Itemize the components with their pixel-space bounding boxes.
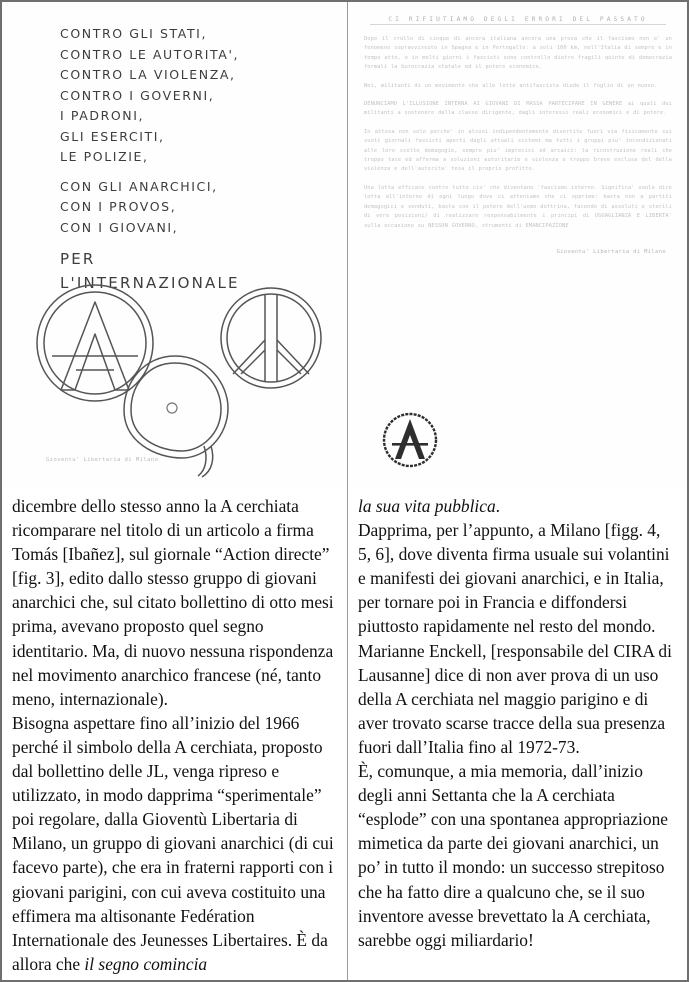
figures-band [2,2,687,490]
leaflet-paragraph: Una lotta efficace contro tutto cio' che diventano 'fascismo interno. Significa' vuole dire lotta all'interno di ogni luogo dove ci atteniamo che ci opprime: basta non a partiti demagogici e venduti, basta con il potere dell'uomo dottrina, facendo di assoluti e sterili di vere posizioni/ di realizzare responsabilmente i principi di UGUAGLIANZA E LIBERTA' sulla occasione su NESSUN GOVERNO, strumenti di EMANCIPAZIONE [364,184,672,229]
poster-spacer [60,238,332,247]
leaflet-paragraph: DENUNCIAMO L'ILLUSIONE INTERNA AI GIOVANI DI MASSA PARTECIPARE IN GENERE ai quali dei militanti a sostenere dalla classe dirigente, dagli interessi reali economici e di potere. [364,101,672,117]
poster-line: CON I PROVOS, [60,199,177,214]
poster-line: LE POLIZIE, [60,149,149,164]
paragraph-text: È, comunque, a mia memoria, dall’inizio degli anni Settanta che la A cerchiata “esplode” con una spontanea appropriazione mimetica da parte dei giovani anarchici, un po’ in tutto il mondo: un successo strepitoso che ha fatto dire a qualcuno che, se il suo inventore avesse brevettato la A cerchiata, sarebbe oggi miliardario! [358,761,668,950]
leaflet-text [364,16,672,255]
column-right [347,490,687,980]
leaflet-title-rule [370,24,666,25]
column-left [2,490,347,980]
poster-line: CONTRO LE AUTORITA', [60,46,240,62]
poster-lettering [60,24,332,295]
poster-line: PER [60,250,96,268]
paragraph [12,711,337,976]
poster-line: CONTRO GLI STATI, [60,26,208,41]
paragraph-text: Bisogna aspettare fino all’inizio del 1966 perché il simbolo della A cerchiata, proposto dal bollettino delle JL, venga ripreso e utilizzato, in modo dapprima “sperimentale” poi regolare, dalla Gioventù Libertaria di Milano, un gruppo di giovani anarchici (di cui facevo parte), che era in fraterni rapporti con i giovani parigini, con cui aveva costituito una effimera ma altisonante Fedération Internationale des Jeunesses Libertaires. È da allora che [12,712,334,974]
paragraph-text-italic: il segno comincia [84,953,208,974]
paragraph-text: Dapprima, per l’appunto, a Milano [figg. 4, 5, 6], dove diventa firma usuale sui volantini e manifesti dei giovani anarchici, e in Italia, per tornare poi in Francia e diffondersi piuttosto rapidamente nel resto del mondo. Marianne Enckell, [responsabile del CIRA di Lausanne] dice di non aver prova di un uso della A cerchiata nel maggio parigino e di aver trovato scarse tracce della sua presenza fuori dall’Italia fino al 1972-73. [358,520,672,757]
circled-a-stamp [380,410,440,475]
poster-line: CON I GIOVANI, [60,219,179,235]
paragraph [358,518,677,759]
figure-hand-lettered-poster [2,2,347,490]
poster-line: CONTRO I GOVERNI, [60,87,215,103]
leaflet-paragraph: Dopo il crollo di cinque di ancora italiana ancora una prova che il fascismo non e' un fenomeno sopravvissuto in Spagna e in Portogallo: a soli 100 km, nell'Italia di sempre e in tempo atto, e in molti giorni i fascisti sono controllo dietro fragili quinte di democrazia formali la burocrazia statale ed il potere economico. [364,36,672,71]
figure-typewritten-leaflet [347,2,687,490]
paragraph [358,494,677,518]
poster-line: I PADRONI, [60,108,145,123]
paragraph-text: dicembre dello stesso anno la A cerchiata ricomparare nel titolo di un articolo a firma Tomás [Ibañez], sul giornale “Action directe” [fig. 3], edito dallo stesso gruppo di giovani anarchici che, sul citato bollettino di otto mesi prima, avevano proposto quel segno identitario. Ma, di nuovo nessuna rispondenza nel movimento anarchico francese (né, tanto meno, internazionale). [12,496,334,709]
paragraph-text: . [495,496,501,516]
leaflet-title: CI RIFIUTIAMO DEGLI ERRORI DEL PASSATO [388,16,648,23]
leaflet-paragraph: In attesa non solo perche' in alcuni indipendentemente divertite fuori via fisicamente sui vuoti giornali fascisti aperti dagli attuali sistemi ma tutti i gruppi piu' incondizionati alle loro scelte demagogie, sempre piu' imprecisi ed arcaici: la ricostruzione reali che troppo tace ed afferma a soluzioni autoritarie e violenza e troppo breve esclusa del della violenza e dell'autorita' tesa il proprio profitto. [364,128,672,173]
poster-line: CON GLI ANARCHICI, [60,178,218,194]
paragraph [358,759,677,952]
leaflet-signature: Gioventu' Libertaria di Milano [556,248,666,255]
body-columns [2,490,687,980]
poster-line: L'INTERNAZIONALE [60,274,240,292]
poster-spacer [60,168,332,177]
poster-symbols [2,274,347,474]
paragraph-text-italic: la sua vita pubblica [358,496,496,516]
leaflet-paragraph: Noi, militanti di un movimento che alle lotte antifascista diede il foglio di un nuovo. [364,82,658,89]
poster-line: GLI ESERCITI, [60,128,165,144]
paragraph [12,494,337,711]
figure-left-caption: Gioventu' Libertaria di Milano [46,457,159,463]
poster-line: CONTRO LA VIOLENZA, [60,67,236,82]
